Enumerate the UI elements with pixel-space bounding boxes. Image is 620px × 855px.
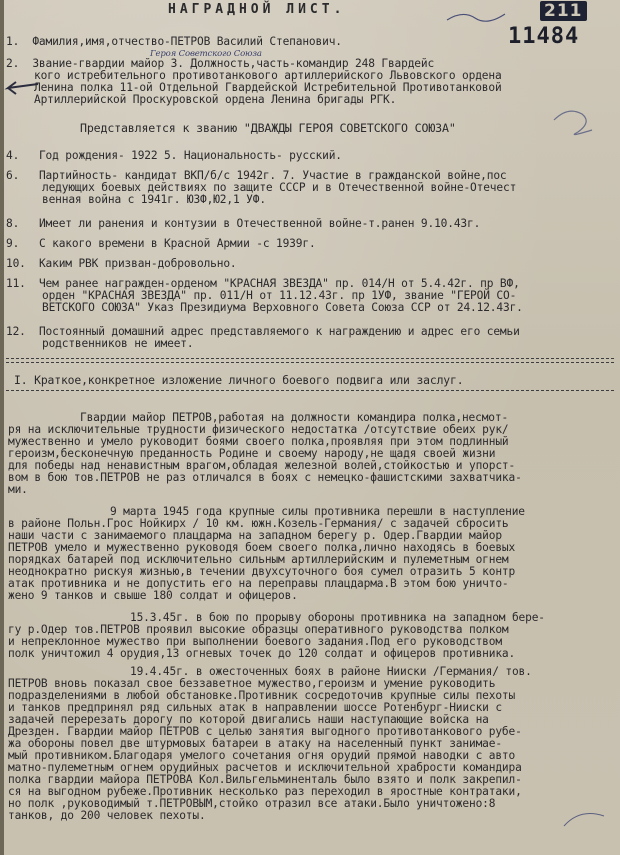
pencil-mark-icon [560, 804, 610, 834]
body-line: для победы над ненавистным врагом,обладая железной волей,стойкостью и упорст- [8, 459, 516, 472]
check-mark-icon [548, 100, 608, 140]
body-line: 15.3.45г. в бою по прорыву обороны противника на западном бере- [130, 611, 545, 624]
body-line: полк уничтожил 4 орудия,13 огневых точек до 120 солдат и офицеров противника. [8, 647, 516, 660]
item-11: 11. Чем ранее награжден-орденом "КРАСНАЯ ЗВЕЗДА" пр. 014/Н от 5.4.42г. пр ВФ, [6, 277, 520, 290]
divider-top [6, 358, 614, 359]
item-10: 10. Каким РВК призван-добровольно. [6, 257, 237, 270]
item-4: 4. Год рождения- 1922 5. Национальность- русский. [6, 149, 342, 162]
item-6: 6. Партийность- кандидат ВКП/б/с 1942г. 7. Участие в гражданской войне,пос [6, 169, 507, 182]
divider-top-2 [6, 362, 614, 363]
item-11-line-2: орден "КРАСНАЯ ЗВЕЗДА" пр. 011/Н от 11.12.43г. пр 1УФ, звание "ГЕРОЙ СО- [42, 289, 517, 302]
body-line: гу р.Одер тов.ПЕТРОВ проявил высокие образцы оперативного руководства полком [8, 623, 509, 636]
body-line: вом в бою тов.ПЕТРОВ не раз отличался в боях с немецко-фашистскими захватчика- [8, 471, 522, 484]
item-6-line-3: венная война с 1941г. ЮЗФ,Ю2,1 УФ. [42, 193, 266, 206]
field-2-cont-1: кого истребительного противотанкового артиллерийского Львовского ордена [34, 69, 502, 82]
body-line: ся на выгодном рубеже.Противник несколько раз переходил в яростные контратаки, [8, 785, 522, 798]
body-line: Дрезден. Гвардии майор ПЕТРОВ с целью занятия выгодного противотанкового рубе- [8, 725, 522, 738]
item-8: 8. Имеет ли ранения и контузии в Отечественной войне-т.ранен 9.10.43г. [6, 217, 481, 230]
body-line: и танков предпринял ряд сильных атак в направлении шоссе Ротенбург-Нииски с [8, 701, 502, 714]
body-line: порядках батарей под исключительно сильным артиллерийским и пулеметным огнем [8, 553, 509, 566]
body-line: в районе Польн.Грос Нойкирх / 10 км. южн.Козель-Германия/ с задачей сбросить [8, 517, 509, 530]
nomination: Представляется к званию "ДВАЖДЫ ГЕРОЯ СОВЕТСКОГО СОЮЗА" [80, 121, 456, 135]
item-11-line-3: ВЕТСКОГО СОЮЗА" Указ Президиума Верховного Совета Союза ССР от 24.12.43г. [42, 301, 523, 314]
body-line: мый противником.Благодаря умелого сочетания огня орудий прямой наводки с авто [8, 749, 516, 762]
body-line: ПЕТРОВ умело и мужественно руководя боем своего полка,лично находясь в боевых [8, 541, 516, 554]
body-line: но полк ,руководимый т.ПЕТРОВЫМ,стойко отразил все атаки.Было уничтожено:8 [8, 797, 496, 810]
left-edge-shadow [0, 0, 4, 855]
pen-mark-icon [445, 6, 515, 28]
body-line: ПЕТРОВ вновь показал свое беззаветное мужество,героизм и умение руководить [8, 677, 496, 690]
item-9: 9. С какого времени в Красной Армии -с 1939г. [6, 237, 316, 250]
body-line: Гвардии майор ПЕТРОВ,работая на должности командира полка,несмот- [80, 411, 509, 424]
body-line: жено 9 танков и свыше 180 солдат и офицеров. [8, 589, 298, 602]
body-line: ря на исключительные трудности физического недостатка /отсутствие обеих рук/ [8, 423, 509, 436]
item-12: 12. Постоянный домашний адрес представляемого к награждению и адрес его семьи [6, 325, 520, 338]
divider-bottom [6, 390, 614, 391]
body-line: танков, до 200 человек пехоты. [8, 809, 206, 822]
body-line: 9 марта 1945 года крупные силы противника перешли в наступление [110, 505, 525, 518]
field-1: 1. Фамилия,имя,отчество-ПЕТРОВ Василий Степанович. [6, 35, 342, 48]
body-line: мужественно и умело руководит боями своего полка,проявляя при этом подлинный [8, 435, 509, 448]
field-2: 2. Звание-гвардии майор 3. Должность,часть-командир 248 Гвардейс [6, 57, 435, 70]
field-2-cont-2: Ленина полка 11-ой Отдельной Гвардейской Истребительной Противотанковой [34, 81, 502, 94]
field-2-cont-3: Артиллерийской Проскуровской ордена Ленина бригады РГК. [34, 93, 397, 106]
body-line: подразделениями в любой обстановке.Противник сосредоточив крупные силы пехоты [8, 689, 516, 702]
body-line: задачей перерезать дорогу по которой двигались наши наступающие войска на [8, 713, 489, 726]
stamp-number: 211 [540, 1, 587, 21]
archive-number: 11484 [508, 24, 580, 49]
item-12-line-2: родственников не имеет. [42, 337, 194, 350]
body-line: 19.4.45г. в ожесточенных боях в районе Нииски /Германия/ тов. [130, 665, 532, 678]
body-line: неоднократно рискуя жизнью,в течении двухсуточного боя сумел отразить 5 контр [8, 565, 516, 578]
body-line: матно-пулеметным огнем орудийных расчетов и исключительной храбрости командира [8, 761, 522, 774]
body-line: атак противника и не допустить его на переправы плацдарма.В этом бою уничто- [8, 577, 509, 590]
item-6-line-2: ледующих боевых действиях по защите СССР и в Отечественной войне-Отечест [42, 181, 517, 194]
body-line: героизм,бесконечную преданность Родине и своему народу,не щадя своей жизни [8, 447, 496, 460]
body-line: наши части с занимаемого плацдарма на западном берегу р. Одер.Гвардии майор [8, 529, 502, 542]
body-line: жа обороны повел две штурмовых батареи в атаку на населенный пункт занимае- [8, 737, 502, 750]
body-line: полка гвардии майора ПЕТРОВА Кол.Вильгельминенталь было взято и полк закрепил- [8, 773, 522, 786]
handwritten-note: Героя Советского Союза [150, 49, 262, 59]
body-line: ми. [8, 483, 28, 496]
body-line: и непреклонное мужество при выполнении боевого задания.Под его руководством [8, 635, 502, 648]
section-heading: I. Краткое,конкретное изложение личного боевого подвига или заслуг. [14, 373, 464, 387]
archive-stamp [540, 1, 587, 21]
document-title: НАГРАДНОЙ ЛИСТ. [168, 2, 346, 17]
